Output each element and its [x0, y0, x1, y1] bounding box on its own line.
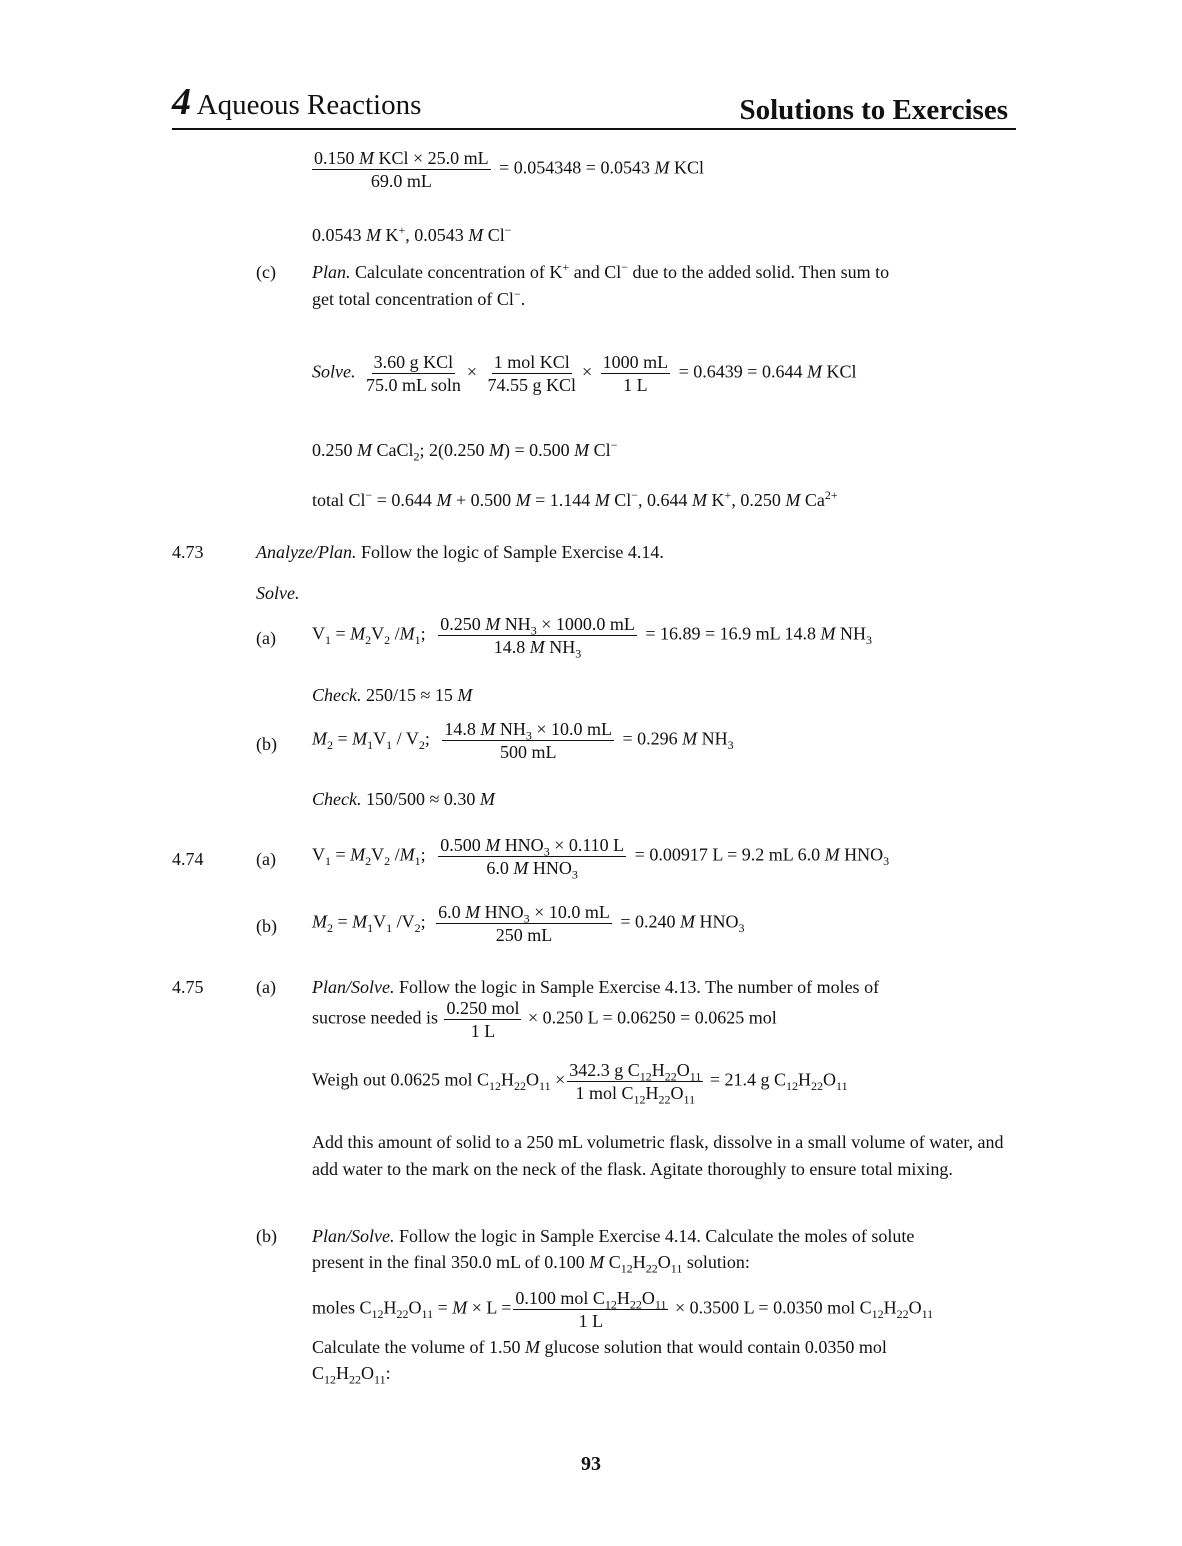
header-rule: [172, 128, 1016, 130]
exercise-4-73-b-label: (b): [256, 734, 277, 754]
exercise-4-73-b-check: Check. 150/500 ≈ 0.30 M: [312, 789, 495, 809]
total-chloride-line: total Cl− = 0.644 M + 0.500 M = 1.144 M Cl−, 0.644 M K+, 0.250 M $Ca^{2+}$: [312, 488, 838, 510]
exercise-4-73-a-equation: $V_1 = M_2V_2$ $/M_1$; $\frac{0.250 M NH_3 \times 1000.0 mL}{14.8 M NH_3}$ = 16.89 = 16.9 mL 14.8 M $NH_3$: [312, 614, 872, 661]
exercise-4-73-a-label: (a): [256, 628, 276, 648]
exercise-4-75-b-moles: moles $C_{12}H_{22}O_{11} = M \times L$ = $\frac{0.100 mol C_{12}H_{22}O_{11}}{1 L}$ × 0.3500 L = 0.0350 mol $C_{12}H_{22}O_{11}$: [312, 1288, 934, 1331]
exercise-4-75-a-label: (a): [256, 977, 276, 997]
exercise-4-75-number: 4.75: [172, 977, 204, 997]
part-c-plan-line1: Plan. Calculate concentration of K+ and Cl− due to the added solid. Then sum to: [312, 260, 890, 282]
exercise-4-73-solve: Solve.: [256, 583, 300, 603]
exercise-4-75-b-calc-line1: Calculate the volume of 1.50 M glucose solution that would contain 0.0350 mol: [312, 1337, 887, 1357]
exercise-4-73-b-equation: $M_2 = M_1V_1 / V_2$; $\frac{14.8 M NH_3 \times 10.0 mL}{500 mL}$ = 0.296 M $NH_3$: [312, 719, 734, 762]
exercise-4-75-b-plan: Plan/Solve. Follow the logic in Sample Exercise 4.14. Calculate the moles of solute: [312, 1226, 915, 1246]
exercise-4-74-b-equation: $M_2 = M_1V_1$ $/V_2$; $\frac{6.0 M HNO_3 \times 10.0 mL}{250 mL}$ = 0.240 M $HNO_3$: [312, 902, 745, 945]
exercise-4-75-a-paragraph: Add this amount of solid to a 250 mL volumetric flask, dissolve in a small volume of water, and add water to the mark on the neck of the flask. Agitate thoroughly to ensure total mixing.: [312, 1132, 1004, 1179]
part-c-label: (c): [256, 262, 276, 282]
chapter-title: Aqueous Reactions: [196, 89, 422, 121]
exercise-4-74-a-label: (a): [256, 849, 276, 869]
section-title: Solutions to Exercises: [739, 94, 1008, 126]
chapter-heading: [172, 82, 421, 125]
kcl-dilution-equation: $\frac{\text{0.150 M KCl × 25.0 mL}}{69.0 mL}$ = 0.054348 = 0.0543 M KCl: [314, 148, 704, 191]
exercise-4-74-b-label: (b): [256, 916, 277, 936]
exercise-4-74-number: 4.74: [172, 849, 204, 869]
exercise-4-73-a-check: Check. 250/15 ≈ 15 M: [312, 685, 473, 705]
exercise-4-75-a-sucrose: sucrose needed is $\frac{\text{0.250 mol}}{1 L}$ × 0.250 L = 0.06250 = 0.0625 mol: [312, 998, 777, 1041]
exercise-4-75-b-calc-line2: $C_{12}H_{22}O_{11}$:: [312, 1363, 391, 1387]
part-c-plan-line2: get total concentration of Cl−.: [312, 287, 526, 309]
kcl-ion-concentrations: 0.0543 M K+, 0.0543 M Cl−: [312, 223, 512, 245]
page-number: 93: [581, 1453, 601, 1475]
exercise-4-74-a-equation: $V_1 = M_2V_2$ $/M_1$; $\frac{0.500 M HNO_3 \times 0.110 L}{6.0 M HNO_3}$ = 0.00917 L = 9.2 mL 6.0 M $HNO_3$: [312, 835, 890, 882]
exercise-4-75-b-present: present in the final 350.0 mL of 0.100 M $C_{12}H_{22}O_{11}$ solution:: [312, 1252, 750, 1276]
exercise-4-75-a-plan: Plan/Solve. Follow the logic in Sample Exercise 4.13. The number of moles of: [312, 977, 880, 997]
exercise-4-75-a-weigh: Weigh out 0.0625 mol $C_{12}H_{22}O_{11}$ × $\frac{342.3 g C_{12}H_{22}O_{11}}{1 mol C_{12}H_{22}O_{11}}$ = 21.4 g $C_{12}H_{22}O_{11}$: [312, 1060, 848, 1107]
exercise-4-75-b-label: (b): [256, 1226, 277, 1246]
part-c-solve-equation: Solve. $\frac{\text{3.60 g KCl}}{\text{75.0 mL soln}}$ × $\frac{\text{1 mol KCl}}{\text{74.55 g KCl}}$ × $\frac{1000 mL}{1 L}$ = 0.6439 = 0.644 M KCl: [312, 352, 857, 395]
exercise-4-73-number: 4.73: [172, 542, 204, 562]
exercise-4-73-analyze: Analyze/Plan. Follow the logic of Sample Exercise 4.14.: [256, 542, 664, 562]
cacl2-line: 0.250 M CaCl$_2$; 2(0.250 M) = 0.500 M Cl−: [312, 438, 618, 464]
chapter-number: 4: [172, 81, 191, 123]
